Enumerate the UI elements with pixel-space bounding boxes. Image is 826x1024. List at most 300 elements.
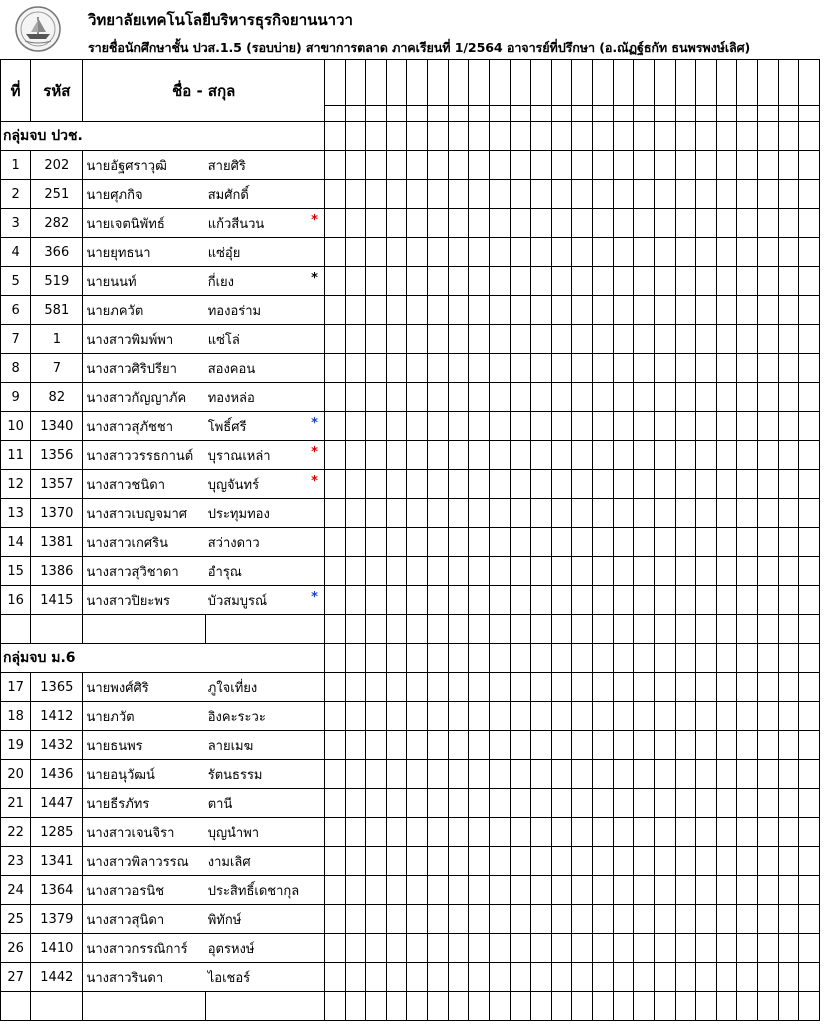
attendance-cell[interactable] [758, 905, 779, 934]
attendance-cell[interactable] [778, 644, 799, 673]
attendance-cell[interactable] [675, 209, 696, 238]
attendance-cell[interactable] [428, 847, 449, 876]
attendance-cell[interactable] [778, 760, 799, 789]
attendance-cell[interactable] [386, 963, 407, 992]
attendance-cell[interactable] [407, 296, 428, 325]
attendance-cell[interactable] [654, 557, 675, 586]
attendance-cell[interactable] [799, 470, 820, 499]
attendance-cell[interactable] [613, 905, 634, 934]
attendance-cell[interactable] [778, 934, 799, 963]
attendance-cell[interactable] [799, 760, 820, 789]
attendance-cell[interactable] [675, 267, 696, 296]
attendance-cell[interactable] [778, 412, 799, 441]
attendance-cell[interactable] [489, 325, 510, 354]
attendance-cell[interactable] [386, 702, 407, 731]
attendance-cell[interactable] [696, 673, 717, 702]
attendance-cell[interactable] [469, 238, 490, 267]
attendance-cell[interactable] [551, 876, 572, 905]
attendance-cell[interactable] [613, 122, 634, 151]
attendance-cell[interactable] [716, 296, 737, 325]
attendance-cell[interactable] [778, 615, 799, 644]
attendance-cell[interactable] [448, 673, 469, 702]
attendance-cell[interactable] [407, 470, 428, 499]
attendance-cell[interactable] [675, 470, 696, 499]
attendance-cell[interactable] [634, 209, 655, 238]
attendance-cell[interactable] [428, 905, 449, 934]
attendance-cell[interactable] [634, 267, 655, 296]
attendance-cell[interactable] [407, 180, 428, 209]
attendance-cell[interactable] [675, 528, 696, 557]
attendance-cell[interactable] [716, 789, 737, 818]
attendance-cell[interactable] [428, 963, 449, 992]
attendance-cell[interactable] [758, 731, 779, 760]
attendance-cell[interactable] [551, 180, 572, 209]
attendance-cell[interactable] [758, 847, 779, 876]
attendance-cell[interactable] [345, 180, 366, 209]
attendance-cell[interactable] [613, 383, 634, 412]
attendance-cell[interactable] [613, 963, 634, 992]
attendance-header-cell[interactable] [593, 60, 614, 122]
attendance-cell[interactable] [324, 267, 345, 296]
attendance-cell[interactable] [572, 151, 593, 180]
attendance-header-cell[interactable] [489, 60, 510, 122]
attendance-cell[interactable] [407, 151, 428, 180]
attendance-cell[interactable] [654, 383, 675, 412]
attendance-cell[interactable] [737, 789, 758, 818]
attendance-cell[interactable] [634, 818, 655, 847]
attendance-cell[interactable] [428, 296, 449, 325]
attendance-cell[interactable] [737, 876, 758, 905]
attendance-cell[interactable] [758, 702, 779, 731]
attendance-cell[interactable] [593, 644, 614, 673]
attendance-cell[interactable] [510, 731, 531, 760]
attendance-cell[interactable] [696, 934, 717, 963]
attendance-cell[interactable] [675, 325, 696, 354]
attendance-cell[interactable] [572, 499, 593, 528]
attendance-cell[interactable] [489, 934, 510, 963]
attendance-cell[interactable] [345, 760, 366, 789]
attendance-cell[interactable] [778, 122, 799, 151]
attendance-cell[interactable] [758, 412, 779, 441]
attendance-cell[interactable] [758, 441, 779, 470]
attendance-cell[interactable] [324, 876, 345, 905]
attendance-cell[interactable] [799, 122, 820, 151]
attendance-cell[interactable] [428, 499, 449, 528]
attendance-cell[interactable] [366, 702, 387, 731]
attendance-cell[interactable] [737, 818, 758, 847]
attendance-cell[interactable] [675, 673, 696, 702]
attendance-cell[interactable] [654, 615, 675, 644]
attendance-cell[interactable] [572, 731, 593, 760]
attendance-cell[interactable] [324, 702, 345, 731]
attendance-cell[interactable] [386, 470, 407, 499]
attendance-cell[interactable] [634, 702, 655, 731]
attendance-cell[interactable] [510, 557, 531, 586]
attendance-cell[interactable] [799, 905, 820, 934]
attendance-cell[interactable] [572, 209, 593, 238]
attendance-cell[interactable] [324, 557, 345, 586]
attendance-cell[interactable] [386, 122, 407, 151]
attendance-cell[interactable] [469, 963, 490, 992]
attendance-cell[interactable] [386, 789, 407, 818]
attendance-cell[interactable] [778, 383, 799, 412]
attendance-cell[interactable] [531, 499, 552, 528]
attendance-cell[interactable] [758, 354, 779, 383]
attendance-cell[interactable] [572, 122, 593, 151]
attendance-cell[interactable] [613, 325, 634, 354]
attendance-cell[interactable] [654, 992, 675, 1021]
attendance-header-cell[interactable] [386, 60, 407, 122]
attendance-cell[interactable] [324, 818, 345, 847]
attendance-cell[interactable] [799, 702, 820, 731]
attendance-cell[interactable] [593, 296, 614, 325]
attendance-cell[interactable] [428, 325, 449, 354]
attendance-cell[interactable] [510, 528, 531, 557]
attendance-cell[interactable] [386, 615, 407, 644]
attendance-cell[interactable] [758, 122, 779, 151]
attendance-cell[interactable] [572, 238, 593, 267]
attendance-cell[interactable] [696, 615, 717, 644]
attendance-cell[interactable] [366, 847, 387, 876]
attendance-cell[interactable] [613, 180, 634, 209]
attendance-cell[interactable] [489, 180, 510, 209]
attendance-cell[interactable] [489, 731, 510, 760]
attendance-cell[interactable] [366, 992, 387, 1021]
attendance-cell[interactable] [551, 557, 572, 586]
attendance-cell[interactable] [551, 992, 572, 1021]
attendance-cell[interactable] [469, 383, 490, 412]
attendance-cell[interactable] [366, 876, 387, 905]
attendance-cell[interactable] [696, 992, 717, 1021]
attendance-cell[interactable] [799, 586, 820, 615]
attendance-cell[interactable] [469, 528, 490, 557]
attendance-cell[interactable] [758, 963, 779, 992]
attendance-cell[interactable] [324, 644, 345, 673]
attendance-cell[interactable] [531, 383, 552, 412]
attendance-cell[interactable] [593, 673, 614, 702]
attendance-cell[interactable] [716, 209, 737, 238]
attendance-cell[interactable] [386, 412, 407, 441]
attendance-cell[interactable] [572, 412, 593, 441]
attendance-cell[interactable] [758, 615, 779, 644]
attendance-cell[interactable] [448, 441, 469, 470]
attendance-cell[interactable] [469, 615, 490, 644]
attendance-cell[interactable] [386, 267, 407, 296]
attendance-cell[interactable] [324, 470, 345, 499]
attendance-cell[interactable] [469, 934, 490, 963]
attendance-cell[interactable] [696, 760, 717, 789]
attendance-cell[interactable] [469, 789, 490, 818]
attendance-cell[interactable] [324, 354, 345, 383]
attendance-cell[interactable] [778, 963, 799, 992]
attendance-cell[interactable] [758, 528, 779, 557]
attendance-cell[interactable] [531, 963, 552, 992]
attendance-cell[interactable] [737, 760, 758, 789]
attendance-cell[interactable] [469, 296, 490, 325]
attendance-cell[interactable] [510, 383, 531, 412]
attendance-cell[interactable] [613, 470, 634, 499]
attendance-cell[interactable] [510, 644, 531, 673]
attendance-header-cell[interactable] [551, 60, 572, 122]
attendance-cell[interactable] [593, 789, 614, 818]
attendance-cell[interactable] [675, 412, 696, 441]
attendance-cell[interactable] [778, 992, 799, 1021]
attendance-cell[interactable] [799, 818, 820, 847]
attendance-cell[interactable] [675, 499, 696, 528]
attendance-cell[interactable] [716, 615, 737, 644]
attendance-cell[interactable] [675, 151, 696, 180]
attendance-cell[interactable] [716, 731, 737, 760]
attendance-cell[interactable] [799, 499, 820, 528]
attendance-cell[interactable] [428, 731, 449, 760]
attendance-cell[interactable] [696, 557, 717, 586]
attendance-cell[interactable] [324, 789, 345, 818]
attendance-cell[interactable] [551, 963, 572, 992]
attendance-cell[interactable] [428, 557, 449, 586]
attendance-cell[interactable] [510, 296, 531, 325]
attendance-cell[interactable] [366, 731, 387, 760]
attendance-cell[interactable] [386, 180, 407, 209]
attendance-cell[interactable] [799, 209, 820, 238]
attendance-cell[interactable] [345, 528, 366, 557]
attendance-cell[interactable] [551, 296, 572, 325]
attendance-cell[interactable] [324, 992, 345, 1021]
attendance-cell[interactable] [634, 528, 655, 557]
attendance-cell[interactable] [593, 847, 614, 876]
attendance-cell[interactable] [448, 789, 469, 818]
attendance-cell[interactable] [448, 354, 469, 383]
attendance-cell[interactable] [489, 412, 510, 441]
attendance-cell[interactable] [778, 354, 799, 383]
attendance-cell[interactable] [593, 180, 614, 209]
attendance-cell[interactable] [345, 818, 366, 847]
attendance-cell[interactable] [489, 876, 510, 905]
attendance-cell[interactable] [634, 499, 655, 528]
attendance-cell[interactable] [428, 586, 449, 615]
attendance-cell[interactable] [654, 412, 675, 441]
attendance-cell[interactable] [654, 151, 675, 180]
attendance-header-cell[interactable] [737, 60, 758, 122]
attendance-cell[interactable] [696, 528, 717, 557]
attendance-cell[interactable] [654, 905, 675, 934]
attendance-cell[interactable] [654, 586, 675, 615]
attendance-cell[interactable] [737, 238, 758, 267]
attendance-cell[interactable] [716, 383, 737, 412]
attendance-cell[interactable] [716, 934, 737, 963]
attendance-cell[interactable] [489, 122, 510, 151]
attendance-cell[interactable] [510, 963, 531, 992]
attendance-cell[interactable] [758, 557, 779, 586]
attendance-cell[interactable] [654, 673, 675, 702]
attendance-cell[interactable] [531, 151, 552, 180]
attendance-cell[interactable] [366, 296, 387, 325]
attendance-cell[interactable] [428, 934, 449, 963]
attendance-cell[interactable] [758, 499, 779, 528]
attendance-cell[interactable] [572, 470, 593, 499]
attendance-cell[interactable] [531, 412, 552, 441]
attendance-cell[interactable] [489, 296, 510, 325]
attendance-cell[interactable] [696, 731, 717, 760]
attendance-cell[interactable] [737, 847, 758, 876]
attendance-cell[interactable] [510, 209, 531, 238]
attendance-cell[interactable] [675, 934, 696, 963]
attendance-header-cell[interactable] [366, 60, 387, 122]
attendance-cell[interactable] [407, 644, 428, 673]
attendance-cell[interactable] [469, 412, 490, 441]
attendance-cell[interactable] [593, 731, 614, 760]
attendance-cell[interactable] [448, 586, 469, 615]
attendance-cell[interactable] [737, 905, 758, 934]
attendance-cell[interactable] [324, 441, 345, 470]
attendance-cell[interactable] [448, 905, 469, 934]
attendance-cell[interactable] [572, 441, 593, 470]
attendance-cell[interactable] [737, 673, 758, 702]
attendance-cell[interactable] [613, 412, 634, 441]
attendance-cell[interactable] [386, 644, 407, 673]
attendance-cell[interactable] [778, 151, 799, 180]
attendance-cell[interactable] [489, 615, 510, 644]
attendance-cell[interactable] [572, 934, 593, 963]
attendance-cell[interactable] [634, 151, 655, 180]
attendance-cell[interactable] [634, 876, 655, 905]
attendance-cell[interactable] [634, 760, 655, 789]
attendance-cell[interactable] [469, 876, 490, 905]
attendance-cell[interactable] [696, 122, 717, 151]
attendance-cell[interactable] [551, 354, 572, 383]
attendance-cell[interactable] [510, 934, 531, 963]
attendance-cell[interactable] [696, 905, 717, 934]
attendance-cell[interactable] [407, 238, 428, 267]
attendance-cell[interactable] [758, 209, 779, 238]
attendance-cell[interactable] [572, 673, 593, 702]
attendance-cell[interactable] [654, 296, 675, 325]
attendance-cell[interactable] [696, 818, 717, 847]
attendance-cell[interactable] [448, 760, 469, 789]
attendance-cell[interactable] [799, 673, 820, 702]
attendance-cell[interactable] [593, 963, 614, 992]
attendance-cell[interactable] [799, 180, 820, 209]
attendance-cell[interactable] [386, 209, 407, 238]
attendance-cell[interactable] [572, 876, 593, 905]
attendance-cell[interactable] [366, 789, 387, 818]
attendance-cell[interactable] [737, 383, 758, 412]
attendance-cell[interactable] [407, 499, 428, 528]
attendance-cell[interactable] [675, 731, 696, 760]
attendance-cell[interactable] [593, 557, 614, 586]
attendance-cell[interactable] [489, 760, 510, 789]
attendance-cell[interactable] [696, 644, 717, 673]
attendance-header-cell[interactable] [799, 60, 820, 122]
attendance-cell[interactable] [324, 934, 345, 963]
attendance-cell[interactable] [386, 383, 407, 412]
attendance-cell[interactable] [654, 876, 675, 905]
attendance-cell[interactable] [551, 702, 572, 731]
attendance-cell[interactable] [675, 876, 696, 905]
attendance-cell[interactable] [489, 702, 510, 731]
attendance-cell[interactable] [345, 499, 366, 528]
attendance-cell[interactable] [407, 557, 428, 586]
attendance-cell[interactable] [572, 847, 593, 876]
attendance-header-cell[interactable] [345, 60, 366, 122]
attendance-cell[interactable] [696, 441, 717, 470]
attendance-cell[interactable] [799, 151, 820, 180]
attendance-cell[interactable] [428, 789, 449, 818]
attendance-cell[interactable] [489, 557, 510, 586]
attendance-cell[interactable] [407, 876, 428, 905]
attendance-cell[interactable] [448, 470, 469, 499]
attendance-cell[interactable] [386, 760, 407, 789]
attendance-cell[interactable] [489, 383, 510, 412]
attendance-cell[interactable] [469, 122, 490, 151]
attendance-cell[interactable] [654, 180, 675, 209]
attendance-cell[interactable] [613, 992, 634, 1021]
attendance-cell[interactable] [613, 499, 634, 528]
attendance-cell[interactable] [469, 151, 490, 180]
attendance-cell[interactable] [696, 789, 717, 818]
attendance-cell[interactable] [737, 557, 758, 586]
attendance-cell[interactable] [593, 122, 614, 151]
attendance-cell[interactable] [675, 702, 696, 731]
attendance-cell[interactable] [551, 122, 572, 151]
attendance-cell[interactable] [448, 992, 469, 1021]
attendance-cell[interactable] [716, 644, 737, 673]
attendance-cell[interactable] [737, 325, 758, 354]
attendance-cell[interactable] [716, 847, 737, 876]
attendance-cell[interactable] [758, 383, 779, 412]
attendance-cell[interactable] [510, 267, 531, 296]
attendance-cell[interactable] [613, 876, 634, 905]
attendance-cell[interactable] [613, 354, 634, 383]
attendance-cell[interactable] [593, 441, 614, 470]
attendance-cell[interactable] [716, 992, 737, 1021]
attendance-cell[interactable] [324, 383, 345, 412]
attendance-cell[interactable] [510, 789, 531, 818]
attendance-cell[interactable] [324, 963, 345, 992]
attendance-cell[interactable] [593, 325, 614, 354]
attendance-cell[interactable] [593, 238, 614, 267]
attendance-cell[interactable] [778, 557, 799, 586]
attendance-cell[interactable] [758, 934, 779, 963]
attendance-cell[interactable] [407, 528, 428, 557]
attendance-header-cell[interactable] [758, 60, 779, 122]
attendance-cell[interactable] [572, 557, 593, 586]
attendance-cell[interactable] [778, 847, 799, 876]
attendance-cell[interactable] [799, 296, 820, 325]
attendance-cell[interactable] [634, 557, 655, 586]
attendance-cell[interactable] [613, 731, 634, 760]
attendance-cell[interactable] [613, 267, 634, 296]
attendance-cell[interactable] [345, 673, 366, 702]
attendance-cell[interactable] [696, 412, 717, 441]
attendance-cell[interactable] [489, 992, 510, 1021]
attendance-cell[interactable] [489, 499, 510, 528]
attendance-cell[interactable] [593, 528, 614, 557]
attendance-cell[interactable] [531, 470, 552, 499]
attendance-cell[interactable] [469, 499, 490, 528]
attendance-cell[interactable] [345, 267, 366, 296]
attendance-header-cell[interactable] [778, 60, 799, 122]
attendance-cell[interactable] [654, 441, 675, 470]
attendance-cell[interactable] [716, 702, 737, 731]
attendance-cell[interactable] [366, 180, 387, 209]
attendance-cell[interactable] [634, 586, 655, 615]
attendance-cell[interactable] [469, 992, 490, 1021]
attendance-cell[interactable] [531, 876, 552, 905]
attendance-cell[interactable] [675, 238, 696, 267]
attendance-cell[interactable] [407, 905, 428, 934]
attendance-cell[interactable] [489, 470, 510, 499]
attendance-cell[interactable] [531, 905, 552, 934]
